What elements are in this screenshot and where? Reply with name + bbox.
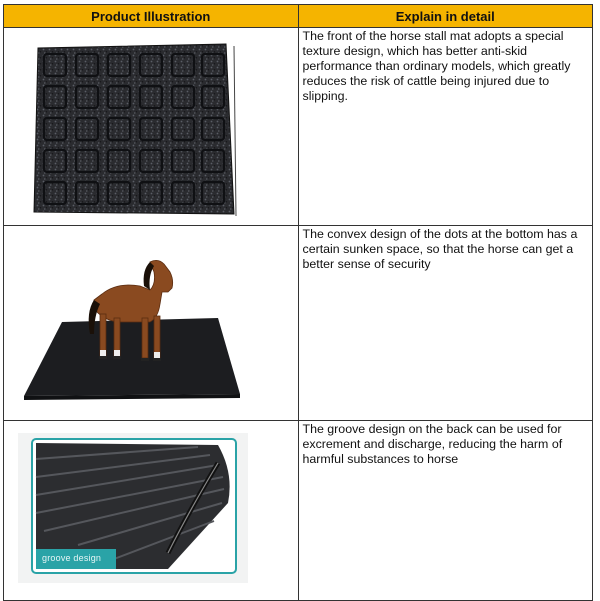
groove-design-label: groove design <box>42 553 102 563</box>
table-row <box>4 226 593 421</box>
explanation-text: The front of the horse stall mat adopts a special texture design, which has better anti-skid performance than ordinary models, which greatly reduces the risk of cattle being injured due to slipping. <box>298 28 593 226</box>
illustration-cell <box>4 226 299 421</box>
explanation-text: The convex design of the dots at the bottom has a certain sunken space, so that the horse can get a better sense of security <box>298 226 593 421</box>
explanation-text: The groove design on the back can be used for excrement and discharge, reducing the harm of harmful substances to horse <box>298 421 593 601</box>
product-table <box>3 4 593 601</box>
horse-on-mat-image <box>22 256 242 401</box>
table-header-row <box>4 5 593 28</box>
illustration-cell <box>4 421 299 601</box>
illustration-cell <box>4 28 299 226</box>
grooved-mat-image <box>18 433 248 583</box>
textured-mat-image <box>30 42 240 218</box>
table-row <box>4 28 593 226</box>
header-explain-in-detail: Explain in detail <box>298 5 593 28</box>
header-product-illustration: Product Illustration <box>4 5 299 28</box>
table-row <box>4 421 593 601</box>
